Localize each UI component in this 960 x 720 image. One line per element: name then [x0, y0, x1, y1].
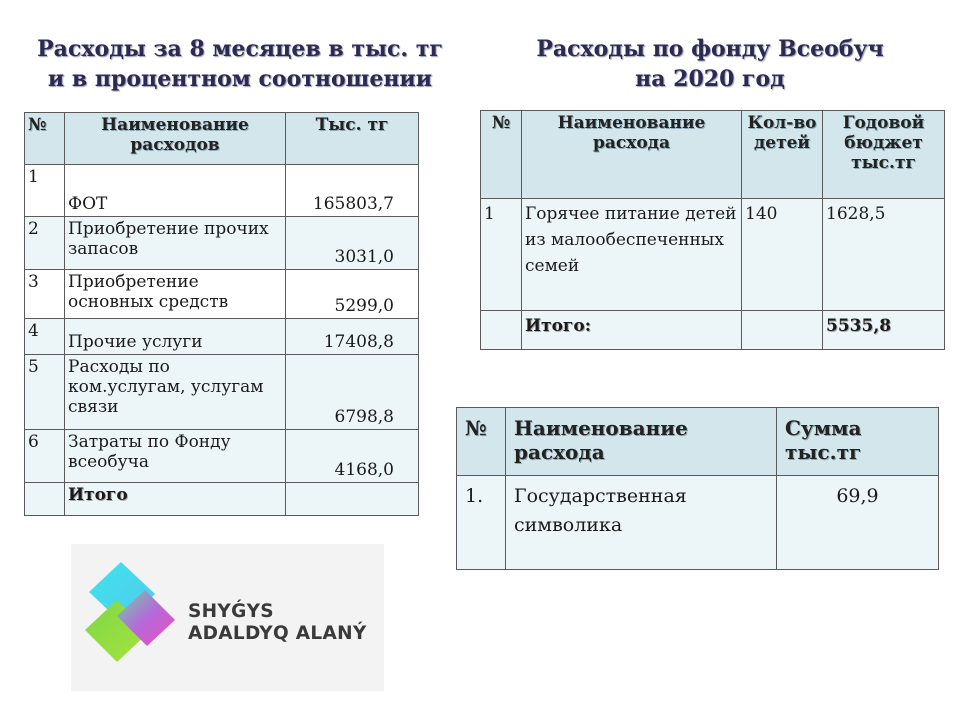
row-value: 3031,0 — [286, 217, 419, 270]
row-name: Горячее питание детей из малообеспеченных семей — [522, 199, 742, 311]
logo — [71, 544, 384, 691]
right-title-line2: на 2020 год — [635, 66, 785, 92]
total-label: Итого: — [522, 311, 742, 350]
state-symbols-table — [456, 407, 939, 570]
row-name: ФОТ — [65, 165, 286, 217]
logo-mark-icon — [71, 544, 186, 691]
total-value: 5535,8 — [823, 311, 945, 350]
logo-line1: SHYǴYS — [188, 601, 274, 622]
col-header-name: Наименование расходов — [65, 113, 286, 165]
table-row — [457, 476, 939, 570]
right-title — [500, 34, 920, 94]
left-title-line1: Расходы за 8 месяцев в тыс. тг — [37, 36, 443, 62]
row-name: Расходы по ком.услугам, услугам связи — [65, 355, 286, 430]
row-value: 69,9 — [777, 476, 939, 570]
row-num: 1 — [481, 199, 522, 311]
row-value: 17408,8 — [286, 319, 419, 355]
row-name: Государственная символика — [506, 476, 777, 570]
row-num: 1. — [457, 476, 506, 570]
total-row — [25, 483, 419, 516]
col-header-name: Наименование расхода — [506, 408, 777, 476]
table-header-row — [481, 111, 945, 199]
table-header-row — [457, 408, 939, 476]
row-name: Приобретение основных средств — [65, 270, 286, 319]
table-row — [25, 319, 419, 355]
col-header-num: № — [25, 113, 65, 165]
row-num: 6 — [25, 430, 65, 483]
left-title — [30, 34, 450, 94]
row-num: 5 — [25, 355, 65, 430]
col-header-num: № — [457, 408, 506, 476]
table-header-row — [25, 113, 419, 165]
logo-line2: ADALDYQ ALANÝ — [188, 623, 367, 644]
table-row — [25, 217, 419, 270]
row-budget: 1628,5 — [823, 199, 945, 311]
row-num: 4 — [25, 319, 65, 355]
row-value: 5299,0 — [286, 270, 419, 319]
table-row — [25, 430, 419, 483]
row-value: 165803,7 — [286, 165, 419, 217]
row-num: 1 — [25, 165, 65, 217]
row-name: Затраты по Фонду всеобуча — [65, 430, 286, 483]
col-header-name: Наименование расхода — [522, 111, 742, 199]
row-count: 140 — [742, 199, 823, 311]
col-header-num: № — [481, 111, 522, 199]
row-value: 6798,8 — [286, 355, 419, 430]
col-header-budget: Годовой бюджет тыс.тг — [823, 111, 945, 199]
row-name: Прочие услуги — [65, 319, 286, 355]
left-title-line2: и в процентном соотношении — [47, 66, 433, 92]
right-title-line1: Расходы по фонду Всеобуч — [536, 36, 884, 62]
total-label: Итого — [65, 483, 286, 516]
vseobuch-fund-table — [480, 110, 945, 350]
total-row — [481, 311, 945, 350]
row-num: 3 — [25, 270, 65, 319]
row-num: 2 — [25, 217, 65, 270]
table-row — [25, 165, 419, 217]
col-header-count: Кол-во детей — [742, 111, 823, 199]
row-name: Приобретение прочих запасов — [65, 217, 286, 270]
table-row — [25, 355, 419, 430]
col-header-value: Сумма тыс.тг — [777, 408, 939, 476]
table-row — [481, 199, 945, 311]
table-row — [25, 270, 419, 319]
row-value: 4168,0 — [286, 430, 419, 483]
col-header-value: Тыс. тг — [286, 113, 419, 165]
expenses-8-months-table — [24, 112, 419, 516]
